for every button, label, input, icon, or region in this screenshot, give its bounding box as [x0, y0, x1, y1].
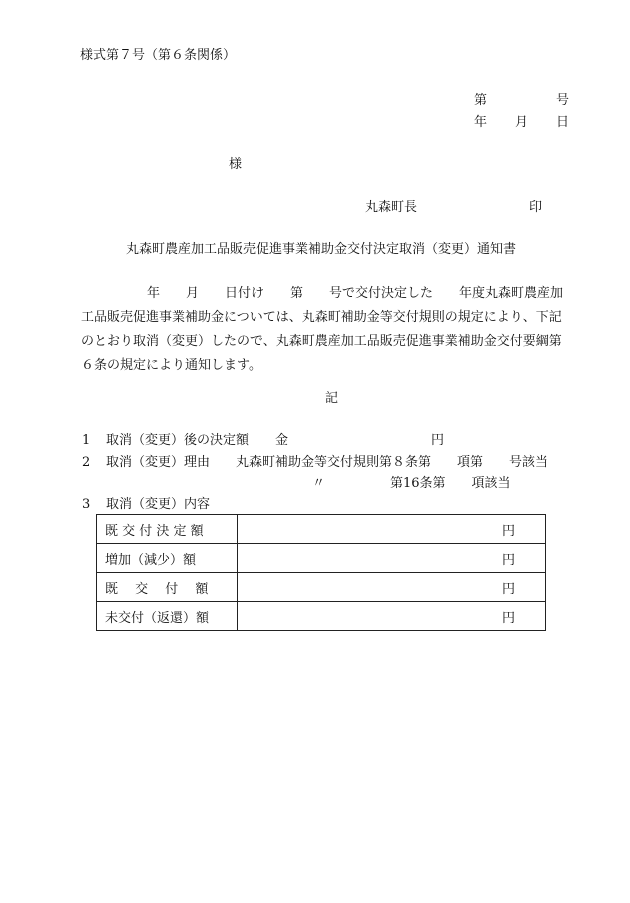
date-day: 日: [556, 115, 570, 130]
row-amount-cell[interactable]: 円: [238, 515, 546, 544]
row-amount-cell[interactable]: 円: [238, 573, 546, 602]
item-2-text: 取消（変更）理由 丸森町補助金等交付規則第８条第 項第 号該当: [106, 455, 549, 470]
body-line-3: のとおり取消（変更）したので、丸森町農産加工品販売促進事業補助金交付要綱第: [81, 334, 562, 349]
row-label: 既 交 付 額: [97, 573, 238, 602]
table-row: [97, 573, 546, 602]
ki-heading: 記: [325, 391, 339, 406]
row-label: 未交付（返還）額: [97, 602, 238, 631]
table-row: [97, 602, 546, 631]
body-line-4: ６条の規定により通知します。: [81, 358, 262, 373]
row-amount-cell[interactable]: 円: [238, 602, 546, 631]
addressee-suffix: 様: [229, 157, 243, 172]
form-number: 様式第７号（第６条関係）: [80, 48, 237, 63]
item-1-text: 取消（変更）後の決定額 金 円: [106, 433, 445, 448]
row-amount-cell[interactable]: 円: [238, 544, 546, 573]
table-row: [97, 515, 546, 544]
body-line-1: 年 月 日付け 第 号で交付決定した 年度丸森町農産加: [147, 286, 564, 301]
body-paragraph: [81, 282, 586, 378]
body-line-2: 工品販売促進事業補助金については、丸森町補助金等交付規則の規定により、下記: [81, 310, 562, 325]
date-month: 月: [515, 115, 529, 130]
item-1-number: 1: [82, 433, 91, 448]
row-label: 増加（減少）額: [97, 544, 238, 573]
issuer-seal: 印: [529, 200, 543, 215]
doc-number-go: 号: [556, 93, 570, 108]
document-title: 丸森町農産加工品販売促進事業補助金交付決定取消（変更）通知書: [126, 242, 517, 257]
row-label: 既 交 付 決 定 額: [97, 515, 238, 544]
doc-number-dai: 第: [474, 93, 488, 108]
table-row: [97, 544, 546, 573]
item-3-number: 3: [82, 497, 91, 512]
issuer-title: 丸森町長: [365, 200, 418, 215]
date-year: 年: [474, 115, 488, 130]
item-2-number: 2: [82, 455, 91, 470]
contents-table: [96, 514, 546, 631]
item-3-text: 取消（変更）内容: [106, 497, 211, 512]
item-2-sub: 〃 第16条第 項該当: [312, 476, 511, 491]
